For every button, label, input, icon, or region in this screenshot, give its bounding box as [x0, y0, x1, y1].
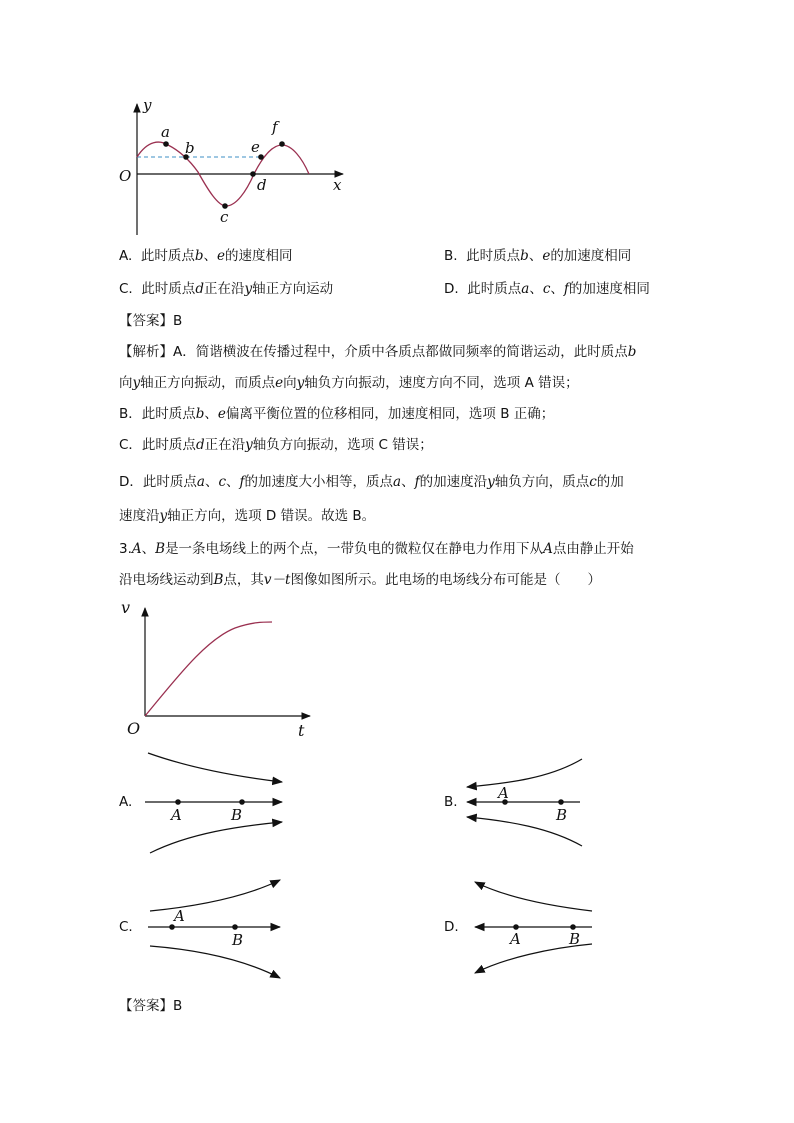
var: b	[520, 248, 529, 264]
q3-option-d-point-b: B	[569, 930, 581, 948]
stem-text: 沿电场线运动到	[119, 572, 214, 588]
sep: 、	[401, 474, 415, 490]
var: v－t	[263, 572, 291, 588]
wave-point-a-label: a	[161, 123, 170, 141]
analysis-text: 的加	[596, 474, 624, 490]
option-a-diagram	[145, 753, 282, 853]
var: f	[239, 474, 245, 490]
stem-text: 图像如图所示。此电场的电场线分布可能是（ ）	[290, 572, 601, 588]
option-text: 此时质点	[141, 281, 196, 297]
field-line	[475, 882, 592, 911]
analysis-text: 速度沿	[119, 508, 160, 524]
option-text: 此时质点	[466, 248, 521, 264]
option-b-diagram	[467, 759, 582, 846]
q3-option-c-letter: C.	[119, 919, 133, 935]
var: b	[194, 248, 204, 264]
wave-point-c-label: c	[220, 208, 229, 226]
q3-option-c-point-a: A	[174, 907, 185, 925]
option-letter: C.	[119, 281, 133, 297]
analysis-text: 轴正方向，选项 D 错误。故选 B。	[167, 508, 376, 524]
var: y	[487, 474, 495, 490]
analysis-text: D．此时质点	[119, 474, 197, 490]
sep: 、	[204, 406, 218, 422]
var: B	[155, 541, 166, 557]
analysis-text: 的加速度大小相等，质点	[244, 474, 394, 490]
point-a-dot	[175, 799, 181, 805]
sep: 、	[226, 474, 240, 490]
analysis-text: 轴负方向振动，速度方向不同，选项 A 错误；	[304, 375, 579, 391]
q3-option-a-point-a: A	[171, 806, 182, 824]
option-text: 此时质点	[140, 248, 195, 264]
var: y	[244, 281, 253, 297]
wave-point-d-label: d	[257, 176, 267, 194]
q3-option-a-letter: A.	[119, 794, 133, 810]
sep: 、	[528, 248, 543, 264]
var: b	[627, 344, 637, 360]
var: A	[543, 541, 553, 557]
wave-origin-label: O	[119, 167, 132, 185]
var: f	[563, 281, 569, 297]
point-a-dot	[513, 924, 519, 930]
analysis-text: 的加速度沿	[419, 474, 488, 490]
var: y	[132, 375, 141, 391]
wave-axis-y-label: y	[143, 96, 152, 114]
var: c	[542, 281, 551, 297]
q3-option-a-point-b: B	[231, 806, 243, 824]
var: b	[195, 406, 205, 422]
field-line	[150, 880, 280, 911]
vt-origin-label: O	[127, 719, 141, 738]
var: d	[195, 281, 204, 297]
option-letter: D.	[444, 281, 459, 297]
analysis-text: 向	[283, 375, 297, 391]
field-line	[150, 822, 282, 853]
stem-text: 点，其	[223, 572, 264, 588]
point-b-dot	[570, 924, 576, 930]
analysis-text: A．简谐横波在传播过程中，介质中各质点都做同频率的简谐运动，此时质点	[173, 344, 628, 360]
analysis-text: 正在沿	[204, 437, 246, 453]
sep: 、	[529, 281, 543, 297]
analysis-text: B．此时质点	[119, 406, 196, 422]
vt-axis-t-label: t	[298, 721, 305, 740]
var: d	[195, 437, 205, 453]
option-letter: B.	[444, 248, 458, 264]
q3-option-b-letter: B.	[444, 794, 458, 810]
analysis-text: 向	[119, 375, 133, 391]
q3-answer	[119, 1000, 182, 1014]
answer-label: 【答案】	[119, 313, 173, 329]
analysis-label: 【解析】	[119, 344, 173, 360]
q3-option-b-point-a: A	[498, 784, 509, 802]
wave-point-b-label: b	[185, 139, 195, 157]
var: A	[131, 541, 142, 557]
field-line	[150, 946, 280, 978]
var: a	[393, 474, 402, 490]
q3-option-d-letter: D.	[444, 919, 459, 935]
sep: 、	[141, 541, 156, 557]
option-d-diagram	[475, 882, 592, 973]
answer-value: B	[173, 998, 183, 1014]
point-b-dot	[239, 799, 245, 805]
sep: 、	[204, 474, 219, 490]
var: c	[218, 474, 227, 490]
field-line	[148, 753, 282, 782]
var: e	[217, 406, 226, 422]
option-text: 轴正方向运动	[252, 281, 334, 297]
wave-point-e-label: e	[251, 138, 260, 156]
var: f	[414, 474, 420, 490]
option-text: 的速度相同	[225, 248, 293, 264]
var: B	[213, 572, 224, 588]
point-a-dot	[169, 924, 175, 930]
var: a	[196, 474, 205, 490]
stem-text: 是一条电场线上的两个点，一带负电的微粒仅在静电力作用下从	[165, 541, 544, 557]
answer-label: 【答案】	[119, 998, 173, 1014]
var: e	[217, 248, 226, 264]
sep: 、	[203, 248, 218, 264]
field-line	[475, 944, 592, 973]
var: y	[159, 508, 168, 524]
wave-axis-x-label: x	[333, 176, 342, 194]
var: c	[589, 474, 597, 490]
analysis-text: 轴负方向振动，选项 C 错误；	[252, 437, 433, 453]
option-text: 正在沿	[203, 281, 245, 297]
wave-point-f-label: f	[272, 118, 278, 136]
point-b-dot	[232, 924, 238, 930]
var: e	[542, 248, 551, 264]
analysis-text: 轴正方向振动，而质点	[140, 375, 276, 391]
analysis-text: C．此时质点	[119, 437, 196, 453]
vt-axis-v-label: v	[121, 598, 131, 617]
q3-option-c-point-b: B	[232, 931, 244, 949]
option-text: 的加速度相同	[568, 281, 650, 297]
option-text: 的加速度相同	[550, 248, 632, 264]
point-b-dot	[558, 799, 564, 805]
analysis-text: 偏离平衡位置的位移相同，加速度相同，选项 B 正确；	[225, 406, 555, 422]
stem-text: 点由静止开始	[552, 541, 634, 557]
answer-value: B	[173, 313, 183, 329]
option-letter: A.	[119, 248, 133, 264]
q3-option-b-point-b: B	[556, 806, 568, 824]
var: y	[245, 437, 253, 453]
q3-option-d-point-a: A	[510, 930, 521, 948]
question-number: 3.	[119, 541, 132, 557]
option-c-diagram	[148, 880, 280, 978]
sep: 、	[550, 281, 564, 297]
var: y	[296, 375, 305, 391]
option-text: 此时质点	[467, 281, 522, 297]
var: e	[275, 375, 284, 391]
var: a	[521, 281, 530, 297]
analysis-text: 轴负方向，质点	[494, 474, 590, 490]
field-line	[467, 759, 582, 787]
